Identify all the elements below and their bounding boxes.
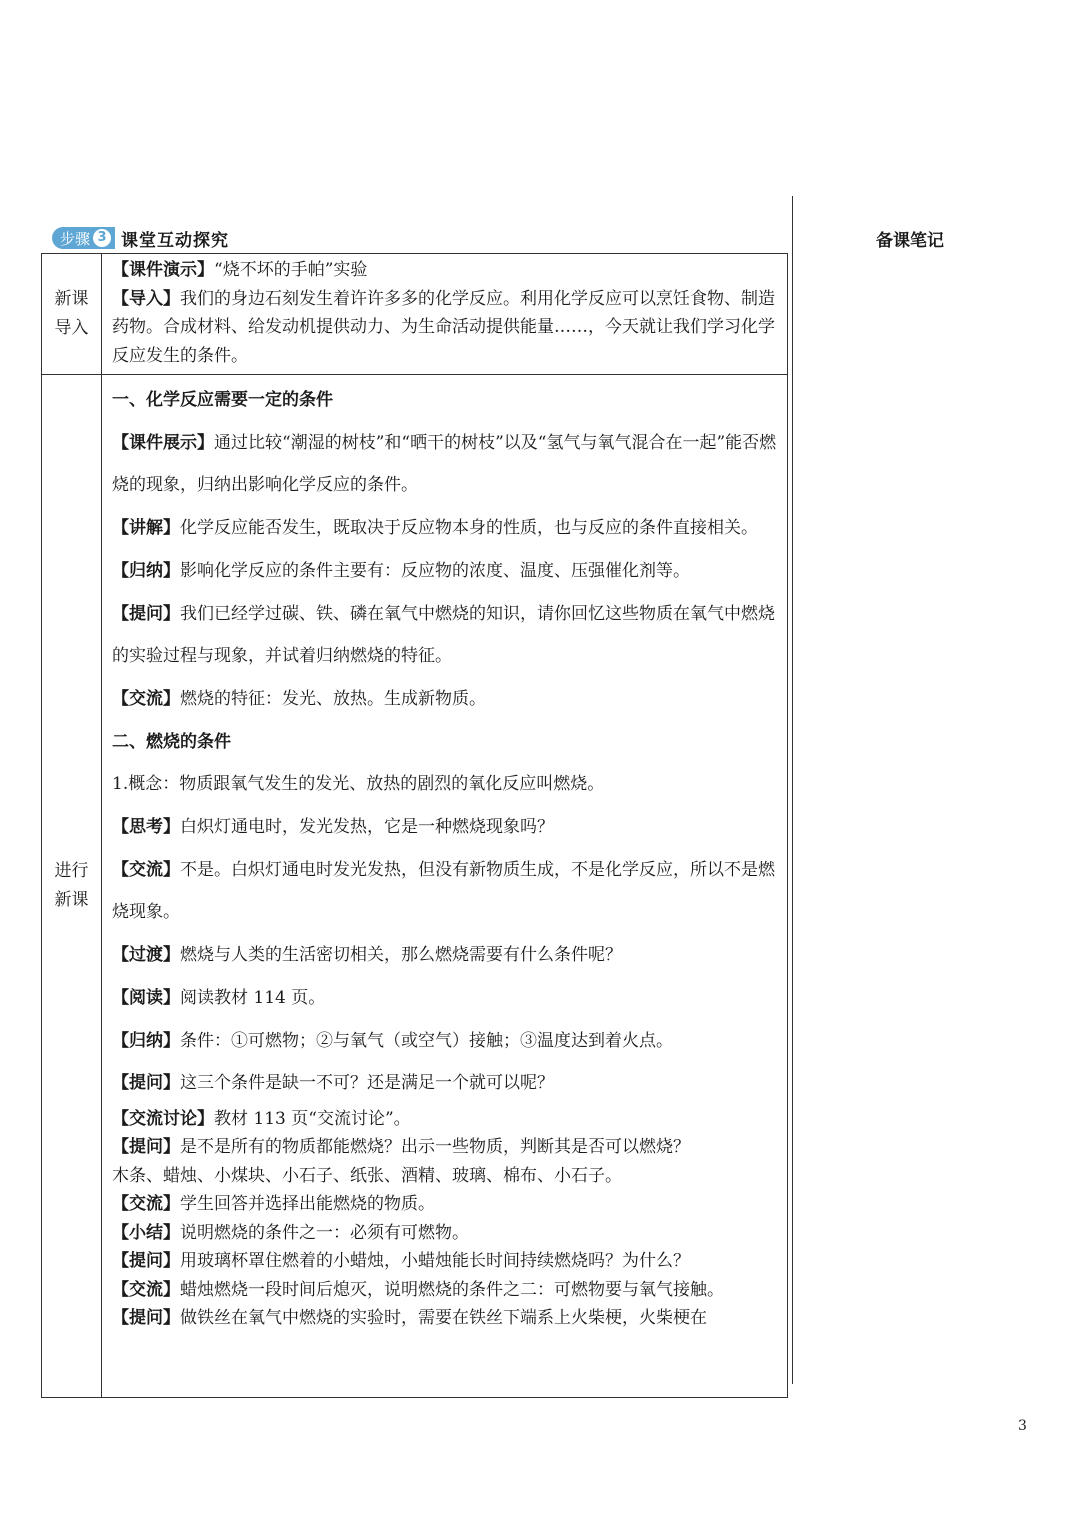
- step-badge: [52, 227, 115, 249]
- para-tag: 【归纳】: [112, 1030, 180, 1051]
- list-item: [112, 1219, 777, 1248]
- page-number: 3: [1018, 1418, 1027, 1434]
- row-label-intro: [42, 254, 102, 375]
- list-item: [112, 977, 777, 1020]
- para-tag: 【交流】: [112, 1194, 180, 1215]
- table-row-intro: [42, 254, 788, 375]
- step-header: [52, 226, 229, 250]
- para-tag: 【交流】: [112, 1279, 180, 1300]
- para-tag: 【思考】: [112, 817, 180, 838]
- list-item: [112, 1062, 777, 1105]
- para-tag: 【交流】: [112, 859, 180, 880]
- para-tag: 【交流】: [112, 688, 180, 709]
- para-tag: 【提问】: [112, 1073, 180, 1094]
- para-text: 说明燃烧的条件之一：必须有可燃物。: [180, 1222, 469, 1243]
- section-heading: 二、燃烧的条件: [112, 731, 231, 752]
- list-item: [112, 678, 777, 721]
- row-label-line: 新课: [54, 289, 89, 309]
- list-item: [112, 1133, 777, 1162]
- para-text: 蜡烛燃烧一段时间后熄灭，说明燃烧的条件之二：可燃物要与氧气接触。: [180, 1279, 724, 1300]
- para-tag: 【课件展示】: [112, 432, 214, 453]
- list-item: [112, 256, 777, 285]
- para-text: 不是。白炽灯通电时发光发热，但没有新物质生成，不是化学反应，所以不是燃烧现象。: [112, 859, 775, 923]
- lesson-table: [41, 253, 788, 1398]
- row-content-new-lesson: [102, 375, 788, 1398]
- list-item: [112, 1105, 777, 1134]
- row-label-new-lesson: [42, 375, 102, 1398]
- para-text: 燃烧与人类的生活密切相关，那么燃烧需要有什么条件呢？: [180, 945, 622, 966]
- list-item: [112, 1190, 777, 1219]
- list-item: [112, 1162, 777, 1191]
- list-item: [112, 422, 777, 507]
- para-tag: 【导入】: [112, 288, 180, 309]
- para-tag: 【交流讨论】: [112, 1108, 214, 1129]
- para-text: 白炽灯通电时，发光发热，它是一种燃烧现象吗？: [180, 817, 554, 838]
- list-item: [112, 1247, 777, 1276]
- row-label-line: 导入: [54, 318, 89, 338]
- list-item: [112, 550, 777, 593]
- row-label-line: 新课: [54, 890, 89, 910]
- para-text: 学生回答并选择出能燃烧的物质。: [180, 1194, 435, 1215]
- para-tag: 【提问】: [112, 1308, 180, 1329]
- step-label: 步骤: [60, 229, 91, 248]
- para-text: 我们已经学过碳、铁、磷在氧气中燃烧的知识，请你回忆这些物质在氧气中燃烧的实验过程与现象，并试着归纳燃烧的特征。: [112, 603, 775, 667]
- para-tag: 【课件演示】: [112, 260, 214, 280]
- para-tag: 【过渡】: [112, 945, 180, 966]
- list-item: [112, 849, 777, 934]
- para-text: 阅读教材 114 页。: [180, 987, 326, 1008]
- list-item: [112, 1276, 777, 1305]
- step-number: 3: [93, 229, 111, 247]
- para-tag: 【提问】: [112, 603, 180, 624]
- list-item: [112, 285, 777, 371]
- para-tag: 【提问】: [112, 1251, 180, 1272]
- para-tag: 【阅读】: [112, 987, 180, 1008]
- para-text: 条件：①可燃物；②与氧气（或空气）接触；③温度达到着火点。: [180, 1030, 673, 1051]
- para-text: 影响化学反应的条件主要有：反应物的浓度、温度、压强催化剂等。: [180, 560, 690, 581]
- para-text: 用玻璃杯罩住燃着的小蜡烛，小蜡烛能长时间持续燃烧吗？为什么？: [180, 1251, 690, 1272]
- para-tag: 【归纳】: [112, 560, 180, 581]
- list-item: [112, 507, 777, 550]
- para-tag: 【讲解】: [112, 518, 180, 539]
- para-text: “烧不坏的手帕”实验: [214, 260, 368, 280]
- notes-divider: [792, 196, 793, 1384]
- notes-title: 备课笔记: [876, 231, 944, 251]
- table-row-new-lesson: [42, 375, 788, 1398]
- list-item: [112, 1020, 777, 1063]
- list-item: [112, 806, 777, 849]
- list-item: [112, 593, 777, 678]
- para-text: 化学反应能否发生，既取决于反应物本身的性质，也与反应的条件直接相关。: [180, 518, 758, 539]
- para-text: 通过比较“潮湿的树枝”和“晒干的树枝”以及“氢气与氧气混合在一起”能否燃烧的现象，归纳出影响化学反应的条件。: [112, 432, 777, 496]
- step-title: 课堂互动探究: [121, 230, 230, 251]
- row-content-intro: [102, 254, 788, 375]
- para-text: 教材 113 页“交流讨论”。: [214, 1108, 411, 1129]
- para-text: 做铁丝在氧气中燃烧的实验时，需要在铁丝下端系上火柴梗，火柴梗在: [180, 1308, 707, 1329]
- para-text: 木条、蜡烛、小煤块、小石子、纸张、酒精、玻璃、棉布、小石子。: [112, 1165, 622, 1186]
- para-text: 燃烧的特征：发光、放热。生成新物质。: [180, 688, 486, 709]
- para-text: 我们的身边石刻发生着许许多多的化学反应。利用化学反应可以烹饪食物、制造药物。合成材料、给发动机提供动力、为生命活动提供能量……，今天就让我们学习化学反应发生的条件。: [112, 288, 775, 366]
- para-text: 这三个条件是缺一不可？还是满足一个就可以呢？: [180, 1073, 554, 1094]
- para-tag: 【小结】: [112, 1222, 180, 1243]
- para-text: 是不是所有的物质都能燃烧？出示一些物质，判断其是否可以燃烧？: [180, 1137, 690, 1158]
- section-heading: 一、化学反应需要一定的条件: [112, 390, 333, 410]
- row-label-line: 进行: [54, 861, 89, 881]
- concept-text: 1.概念：物质跟氧气发生的发光、放热的剧烈的氧化反应叫燃烧。: [112, 774, 605, 795]
- para-tag: 【提问】: [112, 1137, 180, 1158]
- list-item: [112, 934, 777, 977]
- list-item: [112, 1304, 777, 1333]
